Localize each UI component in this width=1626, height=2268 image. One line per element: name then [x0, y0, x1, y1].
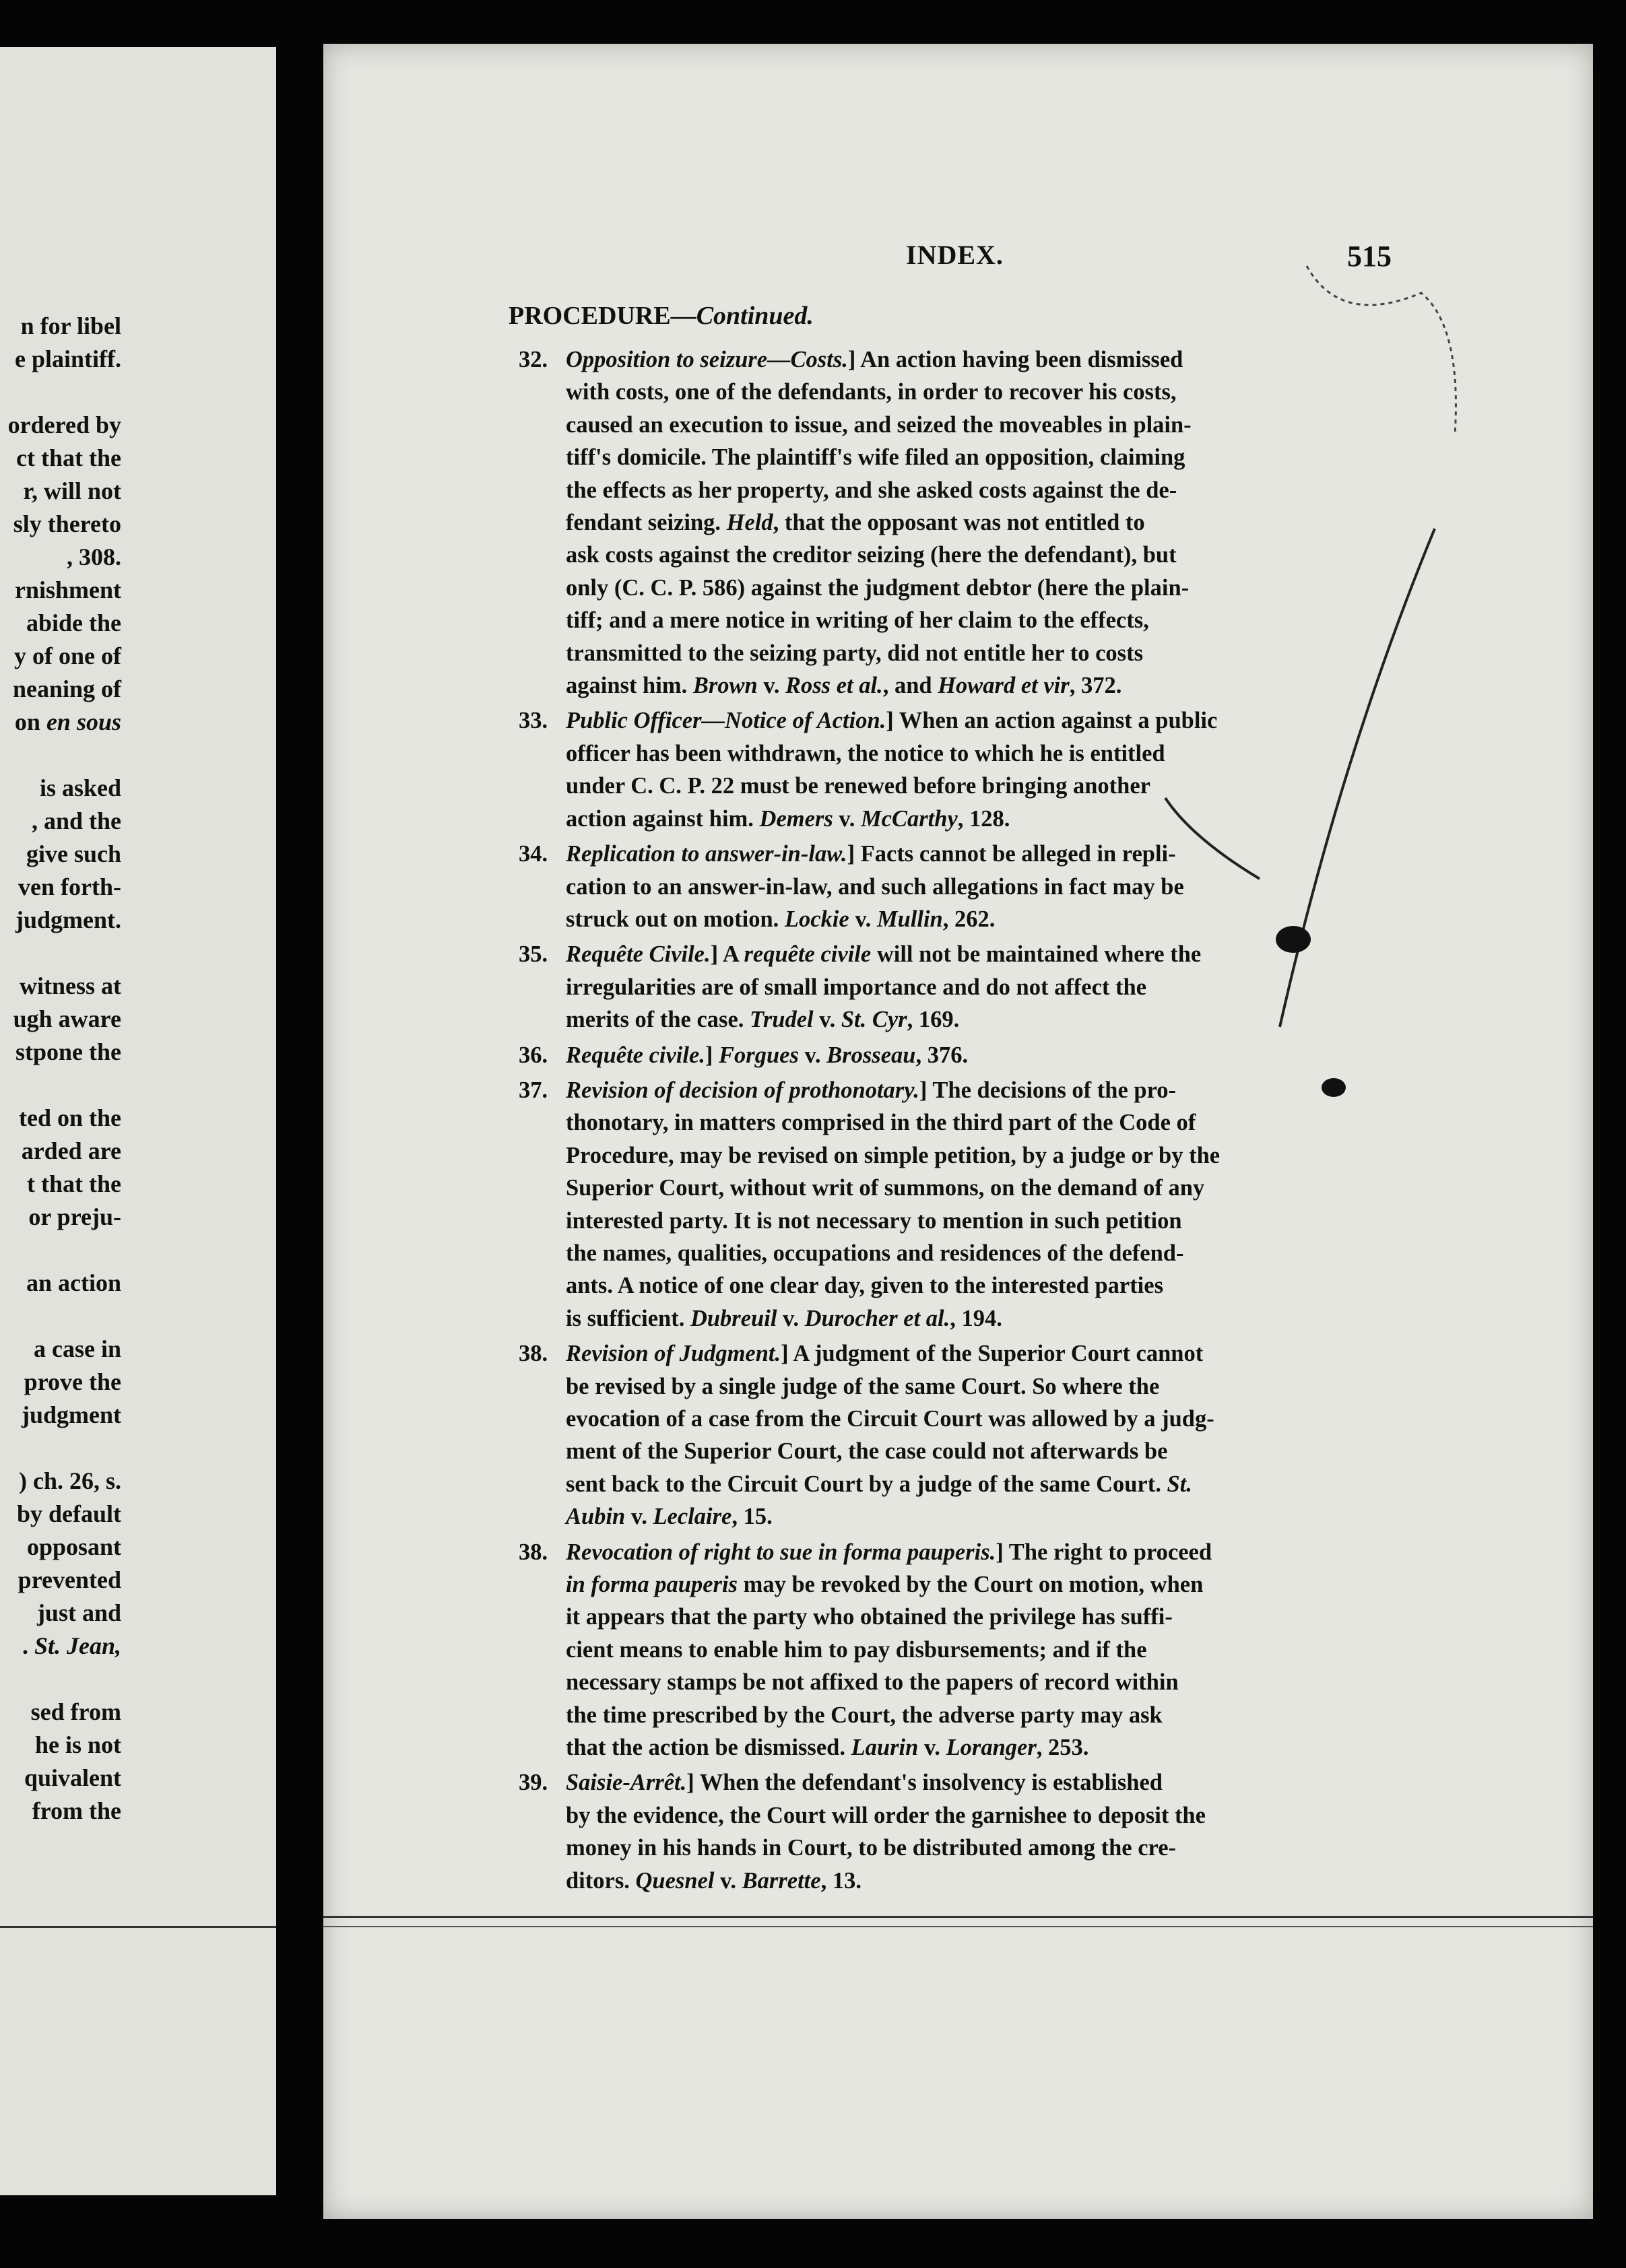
running-head: INDEX.: [906, 240, 1004, 270]
left-page-line: abide the: [26, 609, 121, 636]
left-page-line: [0, 739, 121, 772]
left-page: [0, 47, 276, 2195]
entry-line: evocation of a case from the Circuit Court was allowed by a judg-: [566, 1406, 1214, 1432]
left-page-line: y of one of: [14, 642, 121, 669]
left-page-line: judgment.: [15, 906, 121, 933]
entry-line: Revision of decision of prothonotary.] The decisions of the pro-: [566, 1077, 1176, 1103]
entry-line: caused an execution to issue, and seized the moveables in plain-: [566, 411, 1192, 438]
left-page-line: , and the: [31, 807, 121, 834]
index-entry: [519, 938, 1411, 1036]
left-page-line: r, will not: [23, 477, 121, 504]
left-page-line: sed from: [30, 1698, 121, 1725]
left-page-line: prove the: [24, 1368, 121, 1395]
entry-number: 38.: [519, 1539, 548, 1565]
left-page-line: ugh aware: [13, 1005, 121, 1032]
entry-number: 36.: [519, 1042, 548, 1068]
left-page-line: a case in: [34, 1335, 121, 1362]
entry-line: transmitted to the seizing party, did not entitle her to costs: [566, 640, 1143, 666]
entry-number: 38.: [519, 1341, 548, 1367]
entry-line: tiff; and a mere notice in writing of her claim to the effects,: [566, 607, 1149, 634]
entry-line: tiff's domicile. The plaintiff's wife filed an opposition, claiming: [566, 444, 1185, 471]
entry-line: fendant seizing. Held, that the opposant was not entitled to: [566, 510, 1145, 536]
entry-line: only (C. C. P. 586) against the judgment debtor (here the plain-: [566, 574, 1190, 601]
index-entry: [519, 343, 1411, 702]
entry-line: ditors. Quesnel v. Barrette, 13.: [566, 1867, 861, 1894]
left-page-line: . St. Jean,: [22, 1632, 121, 1659]
entry-line: ment of the Superior Court, the case could not afterwards be: [566, 1438, 1168, 1465]
left-page-line: give such: [26, 840, 121, 867]
entry-line: irregularities are of small importance and do not affect the: [566, 974, 1147, 1000]
entry-number: 34.: [519, 841, 548, 867]
entry-line: is sufficient. Dubreuil v. Durocher et al., 194.: [566, 1305, 1002, 1331]
left-page-line: neaning of: [12, 675, 121, 702]
left-page-line: ) ch. 26, s.: [19, 1467, 121, 1494]
entry-line: against him. Brown v. Ross et al., and Howard et vir, 372.: [566, 673, 1122, 699]
index-entries: [519, 343, 1411, 1900]
entry-line: the time prescribed by the Court, the adverse party may ask: [566, 1702, 1163, 1728]
left-page-line: sly thereto: [13, 510, 121, 537]
entry-line: Saisie-Arrêt.] When the defendant's insolvency is established: [566, 1770, 1163, 1796]
entry-line: thonotary, in matters comprised in the third part of the Code of: [566, 1110, 1196, 1136]
left-page-line: judgment: [21, 1401, 121, 1428]
entry-line: money in his hands in Court, to be distributed among the cre-: [566, 1835, 1177, 1861]
left-page-line: witness at: [20, 972, 121, 999]
entry-line: Public Officer—Notice of Action.] When an action against a public: [566, 708, 1218, 734]
right-footer-rule-secondary: [323, 1926, 1593, 1927]
left-page-line: n for libel: [20, 312, 121, 339]
section-continued: Continued.: [696, 302, 814, 330]
left-page-line: arded are: [21, 1137, 121, 1164]
entry-line: struck out on motion. Lockie v. Mullin, 262.: [566, 906, 996, 932]
left-page-line: e plaintiff.: [15, 345, 121, 372]
page-number: 515: [1347, 240, 1392, 273]
entry-number: 35.: [519, 941, 548, 968]
page-header: [323, 239, 1593, 279]
entry-line: Superior Court, without writ of summons, on the demand of any: [566, 1175, 1205, 1201]
left-page-line: [0, 376, 121, 409]
right-page: [323, 44, 1593, 2219]
left-page-line: [0, 1300, 121, 1333]
entry-number: 39.: [519, 1770, 548, 1796]
entry-line: by the evidence, the Court will order the garnishee to deposit the: [566, 1802, 1206, 1828]
entry-line: action against him. Demers v. McCarthy, 128.: [566, 805, 1010, 832]
entry-line: Requête Civile.] A requête civile will not be maintained where the: [566, 941, 1202, 968]
left-page-line: on en sous: [14, 708, 121, 735]
left-page-line: he is not: [34, 1731, 121, 1758]
entry-line: necessary stamps be not affixed to the papers of record within: [566, 1669, 1179, 1696]
section-title: PROCEDURE—: [509, 302, 696, 330]
index-entry: [519, 838, 1411, 935]
right-footer-rule: [323, 1916, 1593, 1918]
index-entry: [519, 1536, 1411, 1764]
entry-line: it appears that the party who obtained the privilege has suffi-: [566, 1604, 1173, 1630]
left-page-line: is asked: [39, 774, 121, 801]
left-page-line: ct that the: [16, 444, 121, 471]
left-page-line: prevented: [18, 1566, 121, 1593]
index-entry: [519, 1074, 1411, 1335]
entry-line: under C. C. P. 22 must be renewed before bringing another: [566, 773, 1150, 799]
left-page-line: [0, 1663, 121, 1696]
entry-line: Revocation of right to sue in forma pauperis.] The right to proceed: [566, 1539, 1212, 1565]
left-page-line: t that the: [27, 1170, 121, 1197]
entry-line: Opposition to seizure—Costs.] An action having been dismissed: [566, 347, 1183, 372]
section-heading: [509, 301, 814, 331]
left-page-line: ven forth-: [18, 873, 121, 900]
left-page-line: by default: [16, 1500, 121, 1527]
left-page-line: [0, 937, 121, 970]
entry-number: 37.: [519, 1077, 548, 1103]
entry-line: Replication to answer-in-law.] Facts cannot be alleged in repli-: [566, 841, 1176, 867]
left-page-line: stpone the: [15, 1038, 121, 1065]
entry-line: be revised by a single judge of the same Court. So where the: [566, 1373, 1160, 1399]
entry-line: merits of the case. Trudel v. St. Cyr, 169.: [566, 1007, 960, 1033]
index-entry: [519, 704, 1411, 835]
left-page-line: quivalent: [24, 1764, 121, 1791]
entry-line: officer has been withdrawn, the notice to which he is entitled: [566, 740, 1165, 766]
entry-line: interested party. It is not necessary to mention in such petition: [566, 1207, 1182, 1234]
entry-line: Revision of Judgment.] A judgment of the Superior Court cannot: [566, 1341, 1204, 1367]
left-page-text: [0, 310, 121, 1828]
left-page-line: an action: [26, 1269, 121, 1296]
entry-line: Requête civile.] Forgues v. Brosseau, 376.: [566, 1042, 969, 1068]
entry-line: Aubin v. Leclaire, 15.: [566, 1504, 773, 1530]
entry-line: the effects as her property, and she asked costs against the de-: [566, 477, 1177, 503]
left-page-line: from the: [32, 1797, 121, 1824]
left-page-line: ordered by: [7, 411, 121, 438]
left-page-line: or preju-: [28, 1203, 121, 1230]
entry-line: sent back to the Circuit Court by a judge of the same Court. St.: [566, 1471, 1192, 1497]
entry-number: 33.: [519, 708, 548, 734]
left-page-line: [0, 1069, 121, 1102]
left-page-line: [0, 1432, 121, 1465]
left-page-line: opposant: [26, 1533, 121, 1560]
left-footer-rule: [0, 1926, 276, 1928]
entry-line: ants. A notice of one clear day, given to the interested parties: [566, 1273, 1164, 1299]
left-page-line: ted on the: [19, 1104, 121, 1131]
left-page-line: , 308.: [67, 543, 121, 570]
index-entry: [519, 1337, 1411, 1533]
entry-line: in forma pauperis may be revoked by the Court on motion, when: [566, 1572, 1204, 1598]
entry-line: with costs, one of the defendants, in order to recover his costs,: [566, 379, 1177, 405]
entry-line: Procedure, may be revised on simple petition, by a judge or by the: [566, 1142, 1221, 1168]
left-page-line: [0, 1234, 121, 1267]
entry-line: that the action be dismissed. Laurin v. Loranger, 253.: [566, 1735, 1089, 1761]
entry-line: cient means to enable him to pay disbursements; and if the: [566, 1636, 1147, 1663]
left-page-line: rnishment: [14, 576, 121, 603]
entry-line: the names, qualities, occupations and residences of the defend-: [566, 1240, 1184, 1266]
entry-number: 32.: [519, 347, 548, 372]
left-page-line: just and: [36, 1599, 121, 1626]
index-entry: [519, 1766, 1411, 1897]
index-entry: [519, 1039, 1411, 1071]
entry-line: ask costs against the creditor seizing (here the defendant), but: [566, 542, 1177, 568]
entry-line: cation to an answer-in-law, and such allegations in fact may be: [566, 873, 1184, 900]
